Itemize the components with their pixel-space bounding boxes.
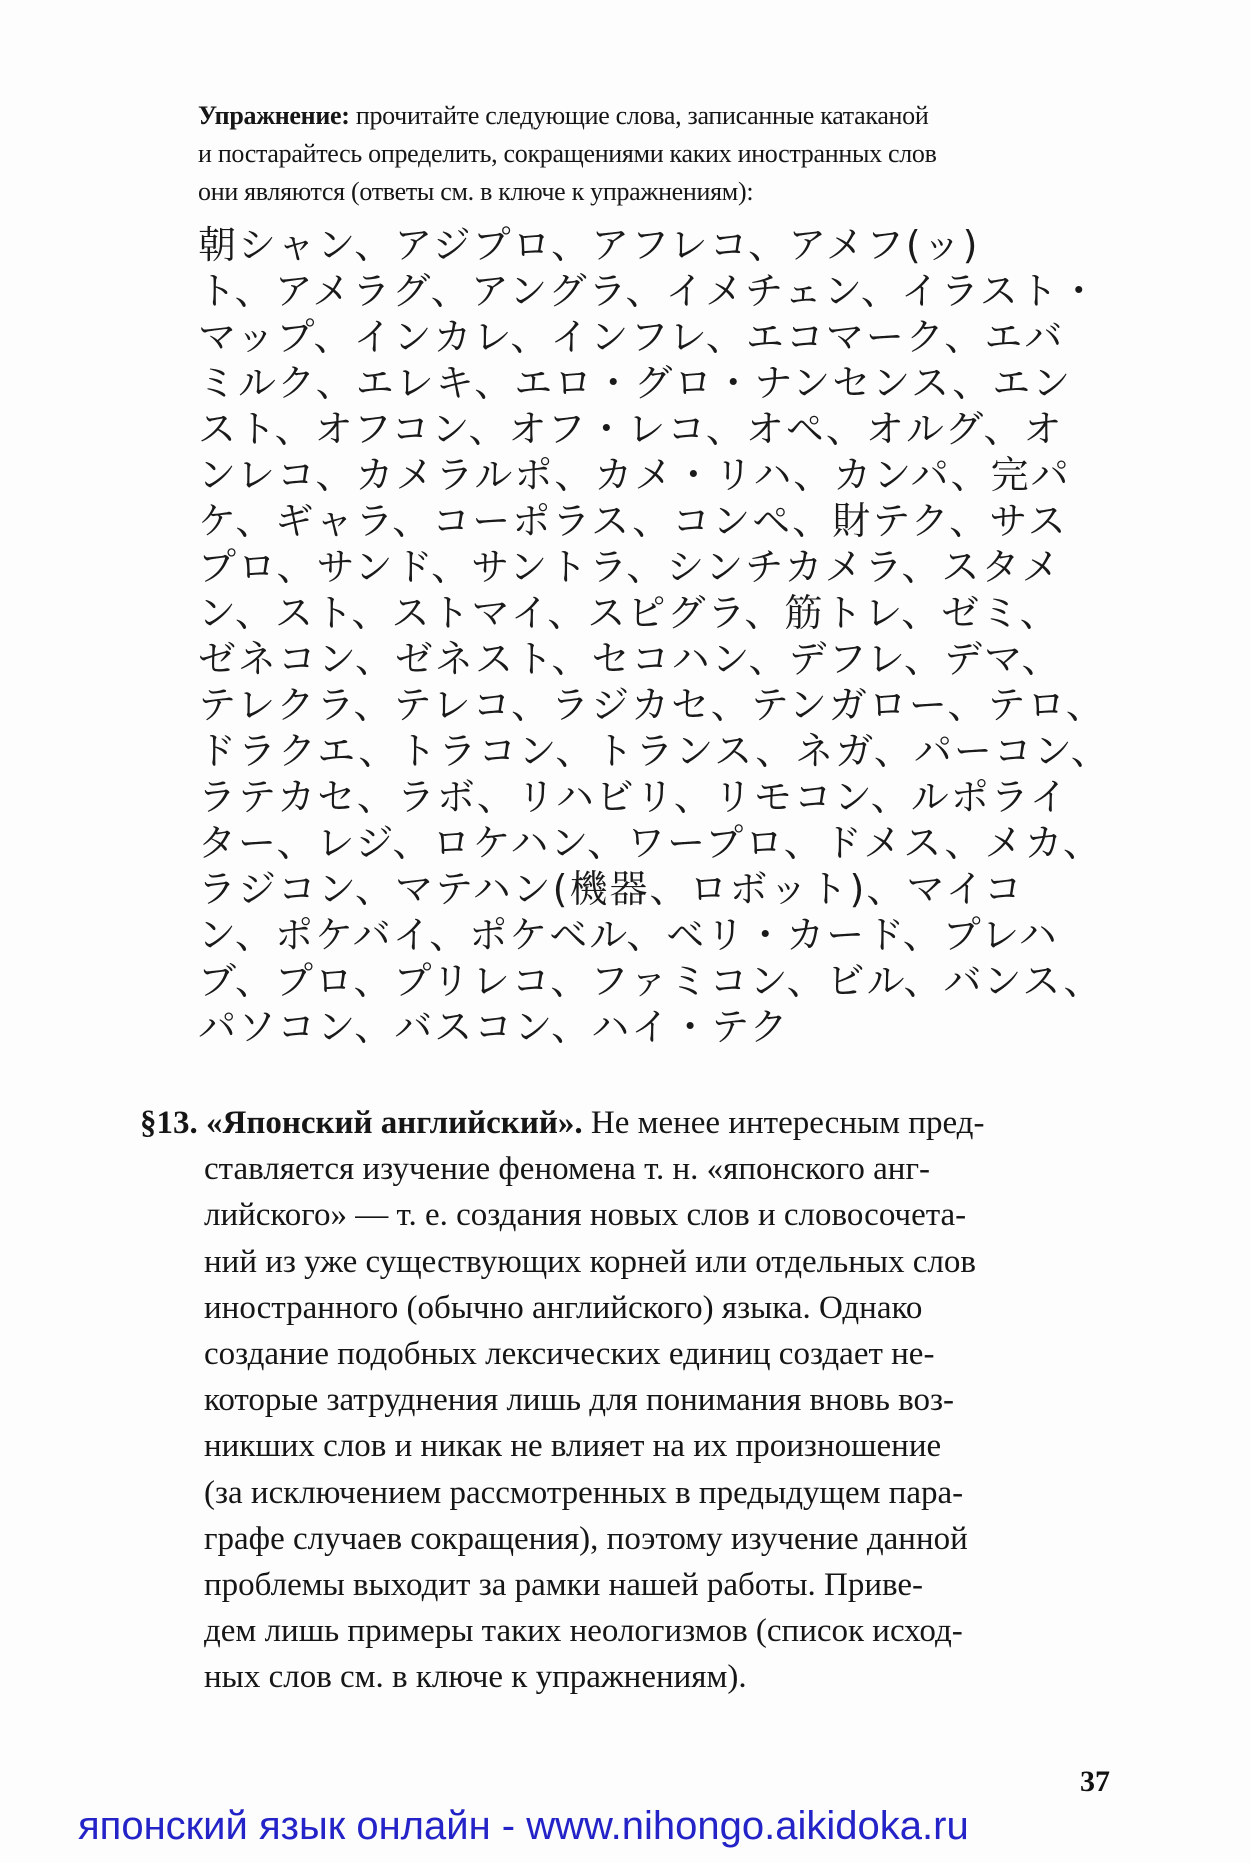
kana-line: スト、オフコン、オフ・レコ、オペ、オルグ、オ <box>198 407 1064 451</box>
section-first-line <box>140 1100 1122 1146</box>
kana-line: ンレコ、カメラルポ、カメ・リハ、カンパ、完パ <box>198 453 1071 497</box>
section-line: никших слов и никак не влияет на их произношение <box>204 1428 942 1465</box>
kana-line: パソコン、バスコン、ハイ・テク <box>198 1005 790 1049</box>
section-line: дем лишь примеры таких неологизмов (список исход- <box>204 1613 963 1650</box>
exercise-label: Упражнение: <box>198 101 350 130</box>
kana-line: ラテカセ、ラボ、リハビリ、リモコン、ルポライ <box>198 775 1070 819</box>
section-13 <box>140 1100 1122 1701</box>
section-line: иностранного (обычно английского) языка. Однако <box>204 1289 923 1326</box>
section-body <box>140 1146 1122 1700</box>
kana-line: ン、スト、ストマイ、スピグラ、筋トレ、ゼミ、 <box>198 591 1060 635</box>
exercise-instructions <box>198 97 1120 211</box>
section-line: графе случаев сокращения), поэтому изучение данной <box>204 1520 968 1557</box>
section-line: ных слов см. в ключе к упражнениям). <box>204 1659 747 1696</box>
exercise-line-2: и постарайтесь определить, сокращениями каких иностранных слов <box>198 139 937 168</box>
kana-line: ラジコン、マテハン(機器、ロボット)、マイコ <box>198 867 1025 911</box>
section-line: ставляется изучение феномена т. н. «японского анг- <box>204 1151 930 1188</box>
kana-line: テレクラ、テレコ、ラジカセ、テンガロー、テロ、 <box>198 683 1106 727</box>
kana-line: プロ、サンド、サントラ、シンチカメラ、スタメ <box>198 545 1062 589</box>
kana-line: ケ、ギャラ、コーポラス、コンペ、財テク、サス <box>198 499 1068 543</box>
kana-line: ゼネコン、ゼネスト、セコハン、デフレ、デマ、 <box>198 637 1062 681</box>
section-line: лийского» — т. е. создания новых слов и словосочета- <box>204 1197 967 1234</box>
katakana-word-list <box>198 222 1128 1050</box>
kana-line: ト、アメラグ、アングラ、イメチェン、イラスト・ <box>198 269 1100 313</box>
kana-line: ター、レジ、ロケハン、ワープロ、ドメス、メカ、 <box>198 821 1103 865</box>
section-line: создание подобных лексических единиц создает не- <box>204 1336 935 1373</box>
section-line: проблемы выходит за рамки нашей работы. Приве- <box>204 1567 924 1604</box>
page-number: 37 <box>1080 1765 1110 1798</box>
kana-line: ミルク、エレキ、エロ・グロ・ナンセンス、エン <box>198 361 1073 405</box>
section-line: ний из уже существующих корней или отдельных слов <box>204 1243 976 1280</box>
exercise-line-1 <box>198 97 1120 135</box>
kana-line: ドラクエ、トラコン、トランス、ネガ、パーコン、 <box>198 729 1111 773</box>
kana-line: ン、ポケバイ、ポケベル、ベリ・カード、プレハ <box>198 913 1059 957</box>
exercise-line-1-text: прочитайте следующие слова, записанные катаканой <box>349 101 929 130</box>
kana-line: 朝シャン、アジプロ、アフレコ、アメフ(ッ) <box>198 223 980 267</box>
section-line: которые затруднения лишь для понимания вновь воз- <box>204 1382 955 1419</box>
kana-line: マップ、インカレ、インフレ、エコマーク、エバ <box>198 315 1065 359</box>
section-first-line-text: Не менее интересным пред- <box>582 1105 985 1141</box>
kana-line: ブ、プロ、プリレコ、ファミコン、ビル、バンス、 <box>198 959 1104 1003</box>
section-line: (за исключением рассмотренных в предыдущем пара- <box>204 1474 964 1511</box>
section-heading: §13. «Японский английский». <box>140 1105 583 1141</box>
exercise-line-3: они являются (ответы см. в ключе к упражнениям): <box>198 177 754 206</box>
footer-site-link[interactable]: японский язык онлайн - www.nihongo.aikidoka.ru <box>78 1804 969 1848</box>
